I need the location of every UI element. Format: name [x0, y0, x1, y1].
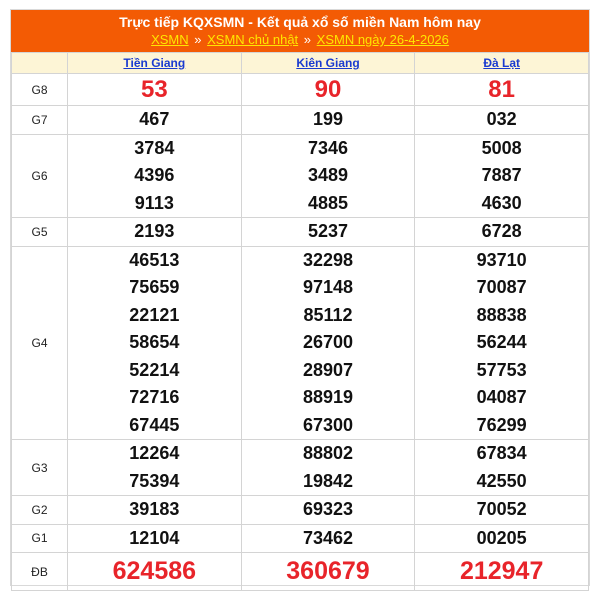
- prize-number: 70052: [476, 499, 527, 519]
- prize-label: G2: [12, 496, 68, 525]
- prize-cell: [68, 553, 242, 591]
- prize-cell: [68, 218, 242, 247]
- prize-number: 73462: [302, 527, 354, 548]
- prize-number: 67445: [129, 414, 180, 435]
- prize-cell: [241, 246, 415, 440]
- prize-number: 81: [488, 75, 515, 103]
- prize-cell: [241, 134, 415, 218]
- results-table: [11, 52, 589, 591]
- prize-number: 69323: [302, 499, 354, 519]
- prize-row-g3: [12, 440, 589, 496]
- prize-number: 85112: [303, 304, 353, 325]
- province-header: [415, 53, 589, 74]
- prize-number: 3489: [307, 165, 348, 185]
- province-header: [241, 53, 415, 74]
- prize-row-db: [12, 553, 589, 591]
- prize-number: 53: [140, 75, 168, 103]
- prize-number: 67834: [476, 443, 527, 463]
- breadcrumb-separator: »: [194, 32, 202, 47]
- prize-number: 4885: [307, 192, 348, 213]
- prize-cell: [415, 74, 589, 106]
- prize-cell: [241, 74, 415, 106]
- prize-cell: [68, 524, 242, 553]
- prize-number: 032: [486, 109, 517, 129]
- prize-number: 467: [139, 109, 170, 129]
- prize-number: 00205: [476, 527, 527, 548]
- prize-cell: [415, 524, 589, 553]
- prize-row-g4: [12, 246, 589, 440]
- prize-number: 3784: [134, 137, 175, 158]
- prize-label: G4: [12, 246, 68, 440]
- prize-cell: [241, 218, 415, 247]
- prize-number: 70087: [476, 277, 527, 297]
- breadcrumb-xsmn-sunday[interactable]: XSMN chủ nhật: [207, 32, 299, 47]
- province-header: [68, 53, 242, 74]
- prize-number: 93710: [476, 249, 527, 270]
- prize-number: 9113: [134, 192, 174, 213]
- prize-number: 04087: [476, 387, 527, 407]
- prize-number: 2193: [134, 221, 175, 241]
- prize-label: ĐB: [12, 553, 68, 591]
- prize-number: 76299: [476, 414, 527, 435]
- prize-number: 7346: [307, 137, 348, 158]
- prize-number: 39183: [129, 499, 180, 519]
- breadcrumb-xsmn-date[interactable]: XSMN ngày 26-4-2026: [316, 32, 449, 47]
- prize-cell: [68, 246, 242, 440]
- prize-row-g5: [12, 218, 589, 247]
- prize-number: 199: [312, 109, 343, 129]
- results-panel: [10, 9, 590, 586]
- prize-number: 5237: [307, 221, 348, 241]
- prize-row-g7: [12, 106, 589, 135]
- prize-cell: [415, 246, 589, 440]
- results-header: [11, 10, 589, 52]
- prize-cell: [241, 496, 415, 525]
- prize-cell: [241, 524, 415, 553]
- province-link-da-lat[interactable]: Đà Lạt: [483, 56, 520, 70]
- prize-number: 22121: [129, 304, 180, 325]
- prize-cell: [415, 218, 589, 247]
- prize-label: G7: [12, 106, 68, 135]
- prize-cell: [241, 553, 415, 591]
- prize-cell: [415, 496, 589, 525]
- prize-number: 26700: [302, 332, 354, 352]
- prize-number: 624586: [112, 556, 197, 585]
- prize-number: 72716: [129, 387, 180, 407]
- prize-cell: [68, 496, 242, 525]
- prize-cell: [415, 106, 589, 135]
- prize-label: G1: [12, 524, 68, 553]
- prize-row-g2: [12, 496, 589, 525]
- prize-number: 88802: [302, 443, 354, 463]
- prize-cell: [68, 106, 242, 135]
- prize-number: 7887: [481, 165, 522, 185]
- prize-number: 67300: [302, 414, 354, 435]
- prize-number: 5008: [481, 137, 522, 158]
- prize-cell: [415, 553, 589, 591]
- prize-number: 58654: [129, 332, 180, 352]
- prize-number: 88919: [302, 387, 354, 407]
- prize-row-g6: [12, 134, 589, 218]
- prize-number: 75659: [129, 277, 180, 297]
- prize-label: G3: [12, 440, 68, 496]
- prize-number: 88838: [476, 304, 527, 325]
- prize-number: 56244: [476, 332, 527, 352]
- prize-number: 42550: [476, 470, 527, 491]
- prize-number: 97148: [302, 277, 354, 297]
- prize-cell: [241, 440, 415, 496]
- prize-number: 12264: [129, 443, 180, 463]
- province-link-kien-giang[interactable]: Kiên Giang: [296, 56, 360, 70]
- prize-label: G6: [12, 134, 68, 218]
- breadcrumb-separator: »: [303, 32, 312, 47]
- prize-cell: [241, 106, 415, 135]
- prize-number: 4630: [481, 192, 522, 213]
- prize-number: 6728: [481, 221, 522, 241]
- prize-number: 52214: [129, 359, 180, 380]
- province-header-row: [12, 53, 589, 74]
- prize-number: 46513: [129, 249, 180, 270]
- prize-cell: [68, 74, 242, 106]
- prize-number: 28907: [302, 359, 354, 380]
- prize-cell: [415, 440, 589, 496]
- breadcrumb: [11, 31, 589, 48]
- prize-number: 4396: [134, 165, 175, 185]
- prize-row-g1: [12, 524, 589, 553]
- prize-label: G5: [12, 218, 68, 247]
- prize-number: 90: [314, 75, 342, 103]
- prize-number: 57753: [476, 359, 527, 380]
- prize-number: 212947: [459, 556, 544, 585]
- province-link-tien-giang[interactable]: Tiền Giang: [123, 56, 186, 70]
- prize-row-g8: [12, 74, 589, 106]
- prize-number: 32298: [302, 249, 354, 270]
- page-title: Trực tiếp KQXSMN - Kết quả xổ số miền Nam hôm nay: [119, 14, 481, 30]
- prize-number: 19842: [302, 470, 354, 491]
- prize-cell: [68, 440, 242, 496]
- prize-cell: [415, 134, 589, 218]
- prize-number: 75394: [129, 470, 180, 491]
- prize-number: 12104: [129, 527, 180, 548]
- prize-number: 360679: [286, 556, 370, 585]
- prize-label: G8: [12, 74, 68, 106]
- prize-cell: [68, 134, 242, 218]
- breadcrumb-xsmn[interactable]: XSMN: [151, 32, 189, 47]
- corner-cell: [12, 53, 68, 74]
